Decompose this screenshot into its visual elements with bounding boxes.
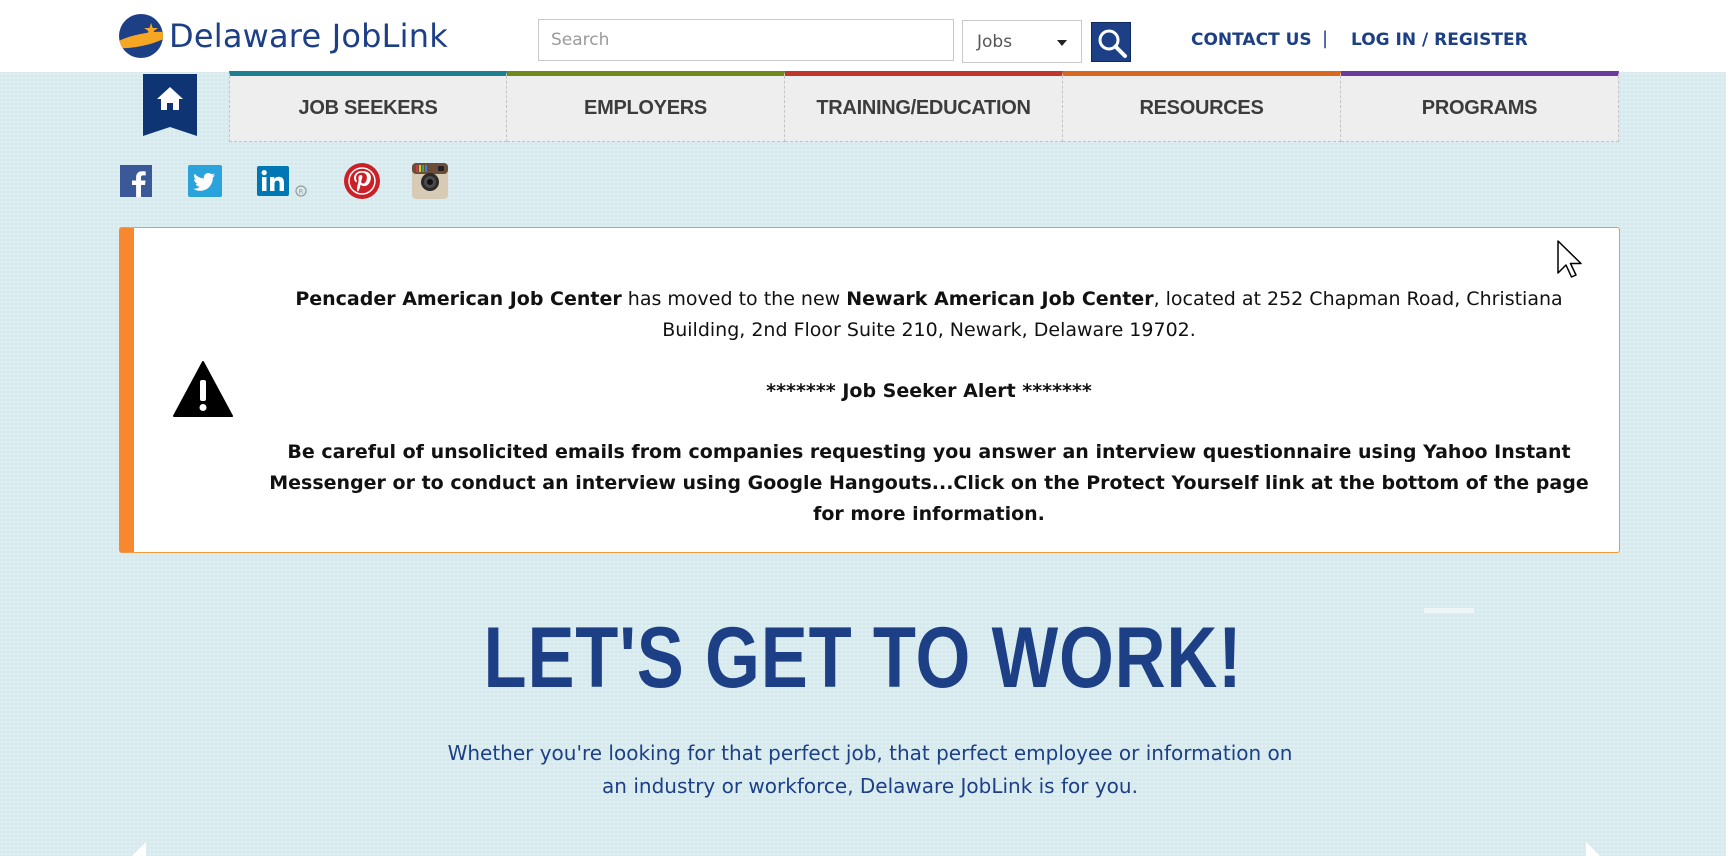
mouse-cursor-icon — [1557, 240, 1583, 280]
alert-message — [264, 284, 1594, 530]
search-category-value: Jobs — [977, 31, 1013, 52]
search-icon — [1095, 26, 1129, 60]
chevron-down-icon — [1057, 40, 1067, 46]
nav-employers[interactable] — [507, 71, 785, 142]
search-input[interactable] — [538, 19, 954, 61]
search-button[interactable] — [1091, 22, 1131, 62]
contact-us-link[interactable]: CONTACT US — [1191, 30, 1312, 50]
search-category-select[interactable] — [962, 20, 1082, 63]
site-logo[interactable] — [119, 14, 448, 58]
home-button[interactable] — [143, 74, 197, 127]
logo-globe-icon: ★ — [119, 14, 163, 58]
twitter-icon — [188, 165, 222, 197]
pinterest-icon — [343, 162, 381, 200]
main-nav — [229, 71, 1619, 142]
hero-title: LET'S GET TO WORK! — [483, 610, 1243, 706]
home-icon — [156, 84, 184, 112]
alert-warning-text: Be careful of unsolicited emails from companies requesting you answer an interview questionnaire using Yahoo Instant Messenger or to conduct an interview using Google Hangouts...Click on the Protect Yourself link at the bottom of the page for more information. — [269, 441, 1589, 525]
header-separator: | — [1322, 28, 1329, 49]
instagram-link[interactable] — [411, 162, 449, 200]
alert-banner — [119, 227, 1620, 553]
login-register-link[interactable]: LOG IN / REGISTER — [1351, 30, 1528, 50]
slider-prev-arrow-icon[interactable] — [132, 842, 146, 856]
instagram-icon — [411, 162, 449, 200]
logo-text: Delaware JobLink — [169, 17, 448, 55]
nav-resources[interactable] — [1063, 71, 1341, 142]
pinterest-link[interactable] — [343, 162, 381, 200]
facebook-icon — [120, 165, 152, 197]
nav-label: JOB SEEKERS — [298, 97, 438, 119]
nav-programs[interactable] — [1341, 71, 1619, 142]
pencader-center-name: Pencader American Job Center — [295, 288, 622, 310]
warning-icon — [172, 358, 234, 420]
nav-label: RESOURCES — [1139, 97, 1264, 119]
linkedin-icon — [257, 164, 309, 198]
nav-label: TRAINING/EDUCATION — [816, 97, 1031, 119]
top-header — [0, 0, 1726, 72]
nav-training-education[interactable] — [785, 71, 1063, 142]
alert-relocation-text — [264, 284, 1594, 346]
alert-text: , located at 252 Chapman Road, Christiana Building, 2nd Floor Suite 210, Newark, Delaware 19702. — [662, 288, 1563, 341]
nav-job-seekers[interactable] — [229, 71, 507, 142]
alert-text: has moved to the new — [621, 288, 847, 310]
twitter-link[interactable] — [188, 164, 222, 198]
slider-next-arrow-icon[interactable] — [1586, 842, 1600, 856]
linkedin-link[interactable] — [257, 164, 309, 198]
svg-text:R: R — [298, 188, 304, 196]
nav-label: PROGRAMS — [1421, 97, 1538, 119]
nav-label: EMPLOYERS — [584, 97, 707, 119]
alert-heading: ******* Job Seeker Alert ******* — [766, 380, 1092, 402]
facebook-link[interactable] — [120, 164, 152, 198]
newark-center-name: Newark American Job Center — [846, 288, 1154, 310]
hero-subtitle: Whether you're looking for that perfect job, that perfect employee or information on an industry or workforce, Delaware JobLink is for you. — [447, 741, 1293, 798]
